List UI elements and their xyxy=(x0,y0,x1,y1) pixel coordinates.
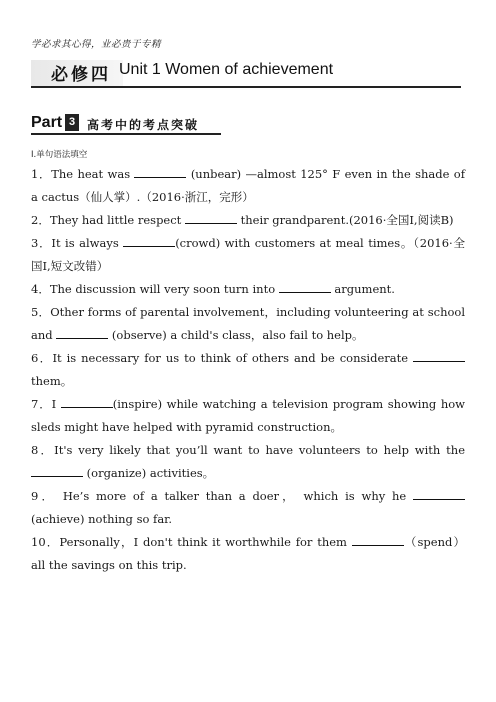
answer-blank[interactable] xyxy=(31,465,83,477)
exercise-item: 9． He’s more of a talker than a doer， which is why he (achieve) nothing so far. xyxy=(31,485,465,531)
part-title: 高考中的考点突破 xyxy=(87,118,200,132)
exercise-item: 8．It's very likely that you’ll want to have volunteers to help with the (organize) activities。 xyxy=(31,443,465,480)
part-underline xyxy=(31,133,221,135)
exercise-list xyxy=(31,163,465,577)
section-label: Ⅰ.单句语法填空 xyxy=(31,150,88,160)
answer-blank[interactable] xyxy=(413,488,465,500)
book-title: 必修四 xyxy=(51,65,111,85)
answer-blank[interactable] xyxy=(56,327,108,339)
part-word: Part xyxy=(31,114,63,131)
exercise-item: 2．They had little respect their grandparent.(2016·全国Ⅰ,阅读B) xyxy=(31,213,454,227)
answer-blank[interactable] xyxy=(413,350,465,362)
header-divider xyxy=(31,86,461,88)
answer-blank[interactable] xyxy=(279,281,331,293)
exercise-item: 1．The heat was (unbear) —almost 125° F even in the shade of a cactus（仙人掌）.（2016·浙江，完形） xyxy=(31,167,465,204)
part-number-badge: 3 xyxy=(65,114,79,131)
answer-blank[interactable] xyxy=(123,235,175,247)
answer-blank[interactable] xyxy=(352,534,404,546)
header-row xyxy=(31,60,466,86)
exercise-item: 4．The discussion will very soon turn into argument. xyxy=(31,282,395,296)
unit-title: Unit 1 Women of achievement xyxy=(119,61,334,78)
exercise-item: 5．Other forms of parental involvement，including volunteering at school and (observe) a child's class，also fail to help。 xyxy=(31,305,465,342)
answer-blank[interactable] xyxy=(185,212,237,224)
exercise-item: 3．It is always (crowd) with customers at meal times。（2016·全国Ⅰ,短文改错） xyxy=(31,236,465,273)
exercise-item: 10．Personally，I don't think it worthwhile for them （spend） all the savings on this trip. xyxy=(31,535,466,572)
answer-blank[interactable] xyxy=(134,166,186,178)
answer-blank[interactable] xyxy=(61,396,113,408)
exercise-item: 6．It is necessary for us to think of others and be considerate them。 xyxy=(31,347,465,393)
exercise-item: 7．I (inspire) while watching a television program showing how sleds might have helped with pyramid construction。 xyxy=(31,397,465,434)
motto: 学必求其心得，业必贵于专精 xyxy=(31,39,162,50)
